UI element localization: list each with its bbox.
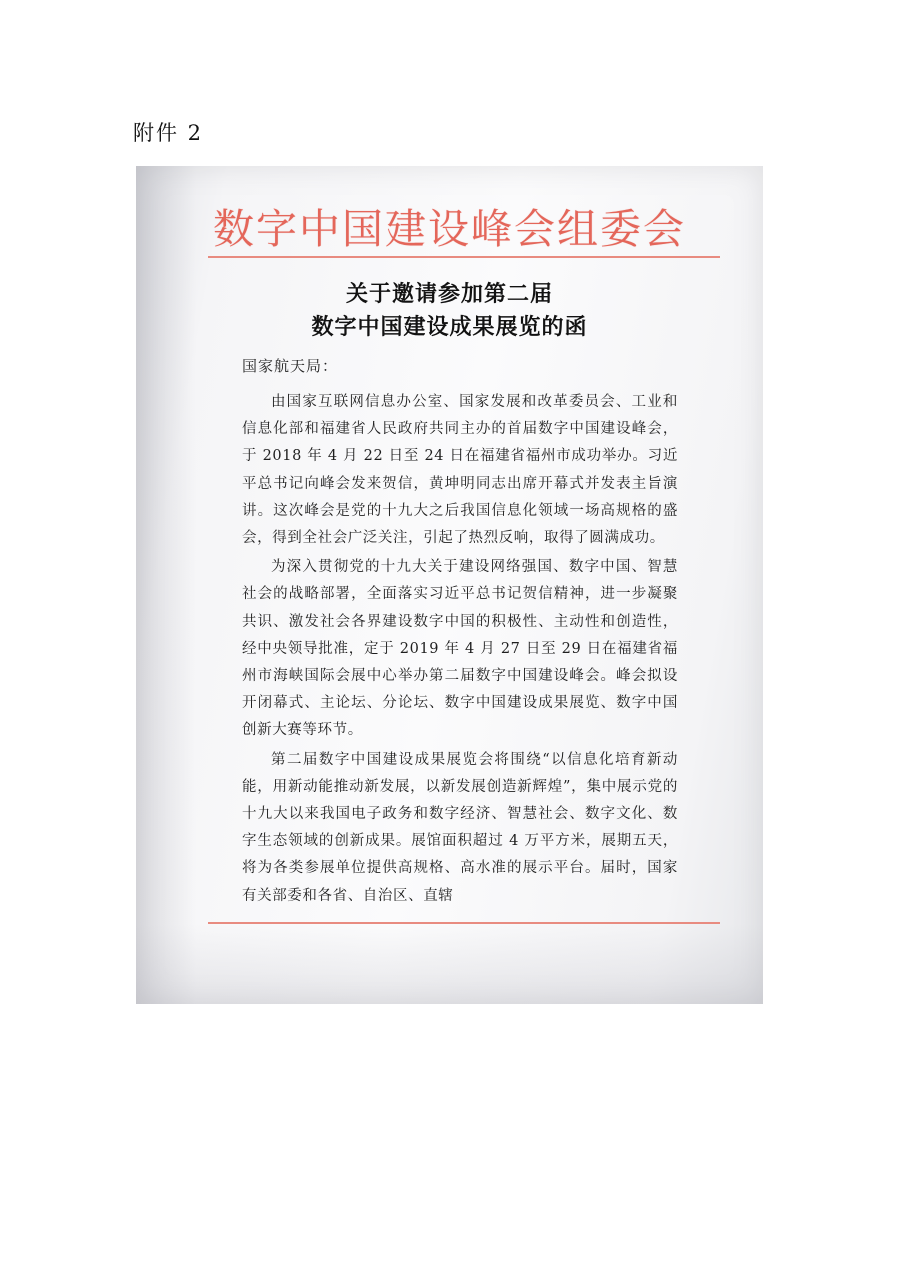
letter-photo: [136, 166, 763, 1004]
letterhead: 数字中国建设峰会组委会: [213, 205, 686, 253]
recipient: 国家航天局：: [242, 357, 339, 375]
letter-body: [242, 389, 678, 912]
footer-rule: [208, 922, 720, 924]
document-title: [136, 278, 763, 344]
letterhead-rule: [208, 256, 720, 258]
title-line-2: 数字中国建设成果展览的函: [311, 314, 588, 340]
title-line-1: 关于邀请参加第二届: [345, 281, 553, 307]
photo-shadow-bottom: [136, 924, 763, 1004]
paragraph: 为深入贯彻党的十九大关于建设网络强国、数字中国、智慧社会的战略部署，全面落实习近平总书记贺信精神，进一步凝聚共识、激发社会各界建设数字中国的积极性、主动性和创造性，经中央领导批准，定于 2019 年 4 月 27 日至 29 日在福建省福州市海峡国际会展中心举办第二届数字中国建设峰会。峰会拟设开闭幕式、主论坛、分论坛、数字中国建设成果展览、数字中国创新大赛等环节。: [242, 559, 678, 739]
attachment-label: 附件 2: [133, 121, 204, 145]
paragraph: 由国家互联网信息办公室、国家发展和改革委员会、工业和信息化部和福建省人民政府共同主办的首届数字中国建设峰会，于 2018 年 4 月 22 日至 24 日在福建省福州市成功举办。习近平总书记向峰会发来贺信，黄坤明同志出席开幕式并发表主旨演讲。这次峰会是党的十九大之后我国信息化领域一场高规格的盛会，得到全社会广泛关注，引起了热烈反响，取得了圆满成功。: [242, 394, 678, 547]
paragraph: 第二届数字中国建设成果展览会将围绕“以信息化培育新动能，用新动能推动新发展，以新发展创造新辉煌”，集中展示党的十九大以来我国电子政务和数字经济、智慧社会、数字文化、数字生态领域的创新成果。展馆面积超过 4 万平方米，展期五天，将为各类参展单位提供高规格、高水准的展示平台。届时，国家有关部委和各省、自治区、直辖: [242, 751, 678, 904]
